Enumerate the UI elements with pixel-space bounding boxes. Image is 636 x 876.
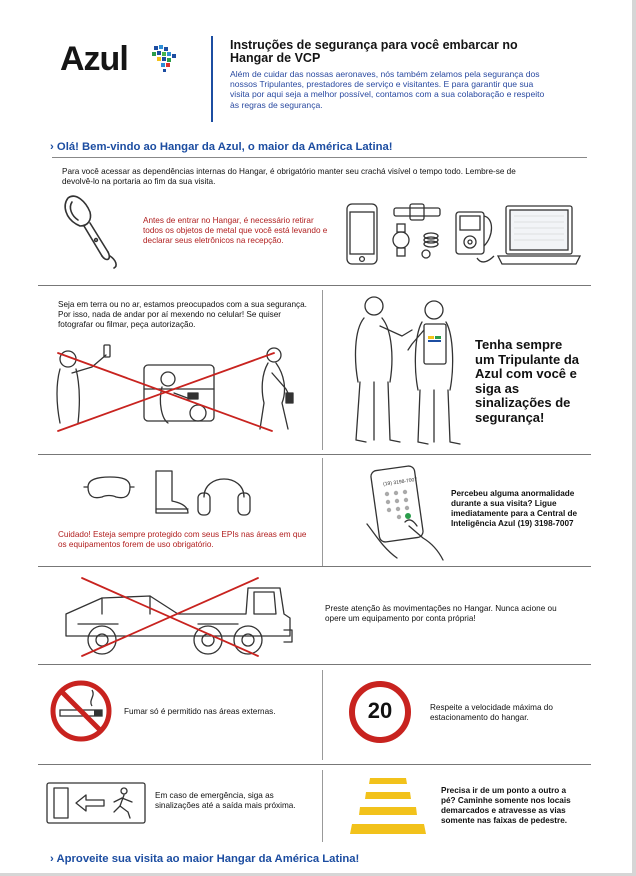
- walking-rule-text: Precisa ir de um ponto a outro a pé? Caminhe somente nos locais demarcados e atravesse as vias somente nas faixas de pedestre.: [441, 786, 571, 825]
- speed-rule-text: Respeite a velocidade máxima do estacionamento do hangar.: [430, 703, 553, 722]
- ppe-warning-text: Cuidado! Esteja sempre protegido com seus EPIs nas áreas em que os equipamentos forem de uso obrigatório.: [58, 530, 307, 549]
- no-phone-use-illustration: [50, 343, 310, 433]
- crew-blurb: Tenha sempre um Tripulante da Azul com você e siga as sinalizações de segurança!: [475, 337, 580, 425]
- no-smoking-icon: [48, 678, 114, 744]
- smoking-rule-text: Fumar só é permitido nas áreas externas.: [124, 707, 276, 716]
- metal-warning-text: Antes de entrar no Hangar, é necessário retirar todos os objetos de metal que você está levando e declarar seus eletrônicos na recepção.: [143, 216, 328, 245]
- speed-limit-value: 20: [367, 698, 393, 723]
- divider: [38, 285, 591, 286]
- intro-text: Além de cuidar das nossas aeronaves, nós também zelamos pela segurança dos nossos Tripulantes, prestadores de serviço e visitantes. E para garantir que sua visita por aqui seja a melhor possível, contamos com a sua colaboração e respeito às regras de segurança.: [230, 69, 545, 110]
- ppe-equipment-icons: [84, 467, 254, 519]
- phone-screen-number: (19) 3198-7007: [382, 476, 418, 488]
- vertical-divider: [322, 670, 323, 760]
- no-equipment-operation-illustration: [58, 574, 298, 658]
- metal-detector-icon: [58, 190, 128, 270]
- emergency-exit-sign-icon: [46, 782, 146, 824]
- azul-logo-text: Azul: [60, 40, 128, 78]
- smartphone-icon: [347, 204, 377, 264]
- page-title: Instruções de segurança para você embarcar no Hangar de VCP: [230, 38, 518, 65]
- vertical-divider: [322, 290, 323, 450]
- crew-members-illustration: [342, 290, 472, 450]
- emergency-contact-text: Percebeu alguma anormalidade durante a sua visita? Ligue imediatamente para a Central de Inteligência Azul (19) 3198-7007: [451, 489, 578, 528]
- crosswalk-icon: [344, 776, 432, 840]
- header-divider: [211, 36, 213, 122]
- divider: [38, 454, 591, 455]
- emergency-exit-text: Em caso de emergência, siga as sinalizações até a saída mais próxima.: [155, 791, 296, 810]
- vertical-divider: [322, 770, 323, 842]
- divider: [38, 566, 591, 567]
- vertical-divider: [322, 458, 323, 566]
- divider: [52, 157, 587, 158]
- welcome-headline: › Olá! Bem-vindo ao Hangar da Azul, o maior da América Latina!: [50, 141, 393, 153]
- phone-dialing-icon: [365, 464, 447, 562]
- phone-safety-text: Seja em terra ou no ar, estamos preocupados com a sua segurança. Por isso, nada de andar por aí mexendo no celular! Se quiser fotografar ou filmar, peça autorização.: [58, 300, 307, 329]
- electronics-icons: [344, 196, 584, 274]
- equipment-warning-text: Preste atenção às movimentações no Hangar. Nunca acione ou opere um equipamento por conta própria!: [325, 604, 557, 623]
- divider: [38, 664, 591, 665]
- divider: [38, 764, 591, 765]
- footer-headline: › Aproveite sua visita ao maior Hangar da América Latina!: [50, 853, 360, 865]
- badge-instructions: Para você acessar as dependências internas do Hangar, é obrigatório manter seu crachá visível o tempo todo. Lembre-se de devolvê-lo na portaria ao fim da sua visita.: [62, 167, 516, 186]
- azul-logo-mark-icon: [148, 44, 184, 76]
